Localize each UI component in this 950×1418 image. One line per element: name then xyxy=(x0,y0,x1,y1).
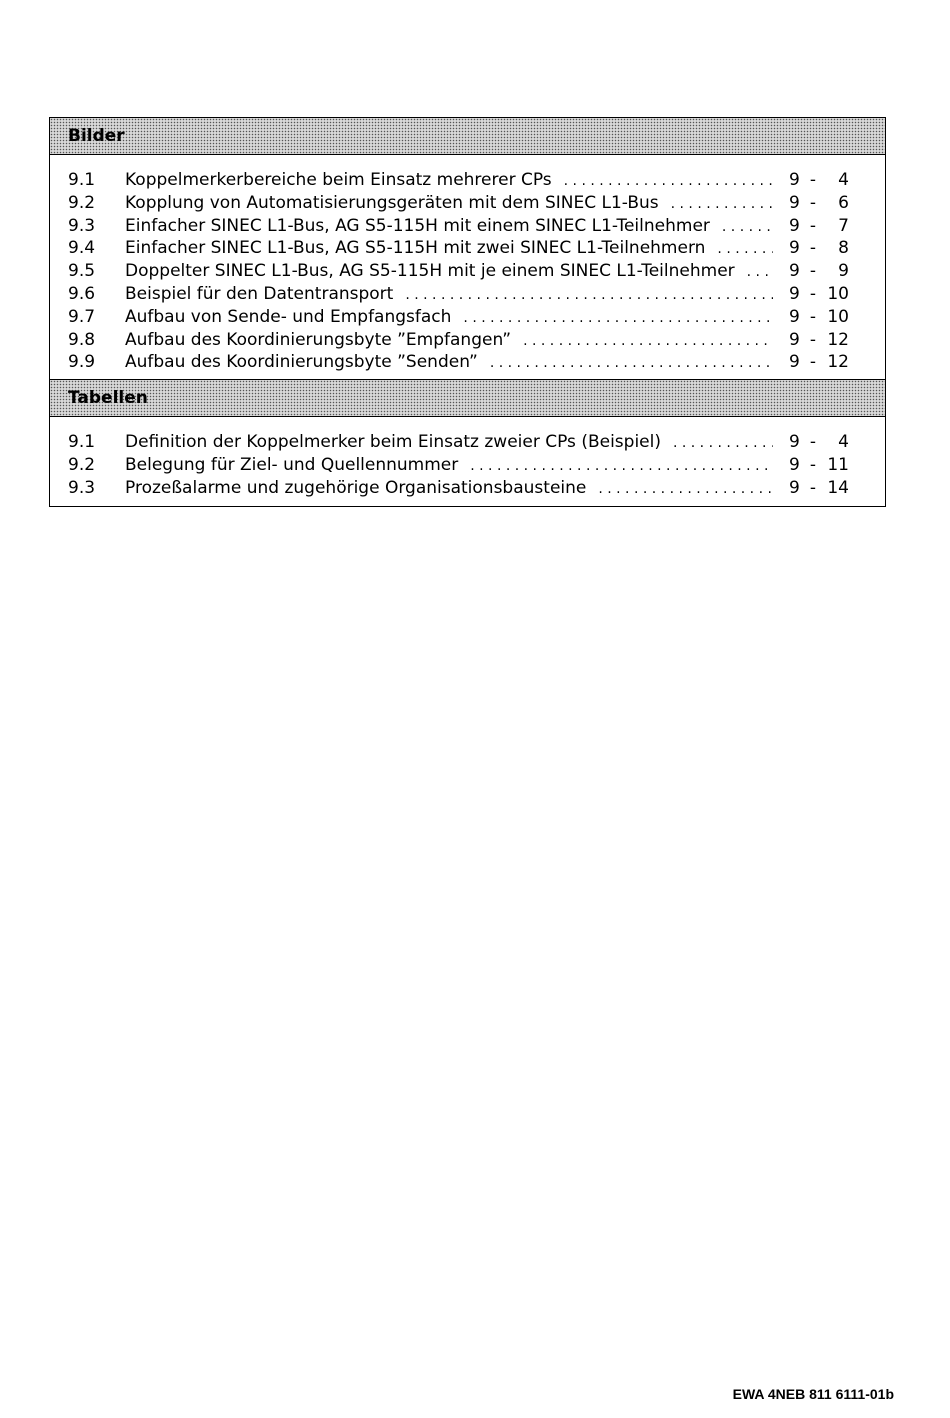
dot-leader xyxy=(673,432,773,455)
entry-title: Aufbau von Sende- und Empfangsfach xyxy=(125,306,452,327)
page-chapter: 9 xyxy=(789,261,800,282)
page-separator: - xyxy=(809,238,817,259)
page-reference xyxy=(789,431,849,454)
page-separator: - xyxy=(809,454,817,475)
entry-number: 9.1 xyxy=(68,170,96,190)
entry-number: 9.1 xyxy=(68,432,96,453)
page-reference xyxy=(789,215,849,238)
list-item[interactable] xyxy=(50,260,885,283)
entry-number: 9.2 xyxy=(68,192,96,213)
page-chapter: 9 xyxy=(789,215,800,236)
section-heading-tabellen: Tabellen xyxy=(50,380,885,417)
dot-leader xyxy=(747,261,773,284)
list-item[interactable] xyxy=(50,169,885,192)
page-reference xyxy=(789,192,849,215)
page-chapter: 9 xyxy=(789,306,800,327)
dot-leader xyxy=(490,352,773,375)
entry-title: Kopplung von Automatisierungsgeräten mit dem SINEC L1-Bus xyxy=(125,192,659,213)
page-number: 12 xyxy=(827,352,849,373)
page-reference xyxy=(789,454,849,477)
page-separator: - xyxy=(809,170,817,190)
page-separator: - xyxy=(809,261,817,282)
entry-title: Koppelmerkerbereiche beim Einsatz mehrerer CPs xyxy=(125,170,552,190)
entry-title: Einfacher SINEC L1-Bus, AG S5-115H mit zwei SINEC L1-Teilnehmern xyxy=(125,238,706,259)
figure-list xyxy=(50,155,885,380)
page-chapter: 9 xyxy=(789,192,800,213)
dot-leader xyxy=(671,193,773,216)
entry-title: Aufbau des Koordinierungsbyte ”Senden” xyxy=(125,352,478,373)
list-item[interactable] xyxy=(50,431,885,454)
page-number: 6 xyxy=(838,192,849,213)
dot-leader xyxy=(470,455,773,478)
section-heading-bilder: Bilder xyxy=(50,118,885,155)
list-item[interactable] xyxy=(50,192,885,215)
dot-leader xyxy=(523,330,773,353)
page-reference xyxy=(789,477,849,500)
page-number: 8 xyxy=(838,238,849,259)
page-number: 12 xyxy=(827,329,849,350)
page-separator: - xyxy=(809,432,817,453)
page-reference xyxy=(789,260,849,283)
page-reference xyxy=(789,283,849,306)
page-number: 4 xyxy=(838,432,849,453)
entry-title: Prozeßalarme und zugehörige Organisationsbausteine xyxy=(125,477,587,498)
entry-number: 9.4 xyxy=(68,238,96,259)
page-separator: - xyxy=(809,192,817,213)
entry-title: Definition der Koppelmerker beim Einsatz zweier CPs (Beispiel) xyxy=(125,432,661,453)
list-item[interactable] xyxy=(50,237,885,260)
table-of-contents xyxy=(49,117,886,507)
page-chapter: 9 xyxy=(789,170,800,190)
entry-number: 9.3 xyxy=(68,477,96,498)
page-separator: - xyxy=(809,283,817,304)
page-chapter: 9 xyxy=(789,352,800,373)
entry-number: 9.8 xyxy=(68,329,96,350)
page-chapter: 9 xyxy=(789,454,800,475)
page-reference xyxy=(789,237,849,260)
list-item[interactable] xyxy=(50,215,885,238)
page-chapter: 9 xyxy=(789,329,800,350)
page-chapter: 9 xyxy=(789,477,800,498)
entry-number: 9.2 xyxy=(68,454,96,475)
entry-number: 9.7 xyxy=(68,306,96,327)
page-number: 11 xyxy=(827,454,849,475)
list-item[interactable] xyxy=(50,454,885,477)
list-item[interactable] xyxy=(50,351,885,374)
list-item[interactable] xyxy=(50,477,885,500)
page-chapter: 9 xyxy=(789,238,800,259)
entry-number: 9.9 xyxy=(68,352,96,373)
page-reference xyxy=(789,351,849,374)
page-reference xyxy=(789,169,849,192)
page-separator: - xyxy=(809,306,817,327)
page-number: 14 xyxy=(827,477,849,498)
dot-leader xyxy=(564,170,773,193)
entry-title: Einfacher SINEC L1-Bus, AG S5-115H mit einem SINEC L1-Teilnehmer xyxy=(125,215,710,236)
page-chapter: 9 xyxy=(789,283,800,304)
page-number: 4 xyxy=(838,170,849,190)
page-separator: - xyxy=(809,352,817,373)
list-item[interactable] xyxy=(50,306,885,329)
entry-number: 9.6 xyxy=(68,283,96,304)
entry-title: Aufbau des Koordinierungsbyte ”Empfangen” xyxy=(125,329,512,350)
list-item[interactable] xyxy=(50,283,885,306)
entry-number: 9.5 xyxy=(68,261,96,282)
page-reference xyxy=(789,329,849,352)
page-number: 9 xyxy=(838,261,849,282)
dot-leader xyxy=(717,238,773,261)
page-separator: - xyxy=(809,477,817,498)
entry-title: Beispiel für den Datentransport xyxy=(125,283,394,304)
dot-leader xyxy=(405,284,773,307)
list-item[interactable] xyxy=(50,329,885,352)
dot-leader xyxy=(722,216,773,239)
page-separator: - xyxy=(809,329,817,350)
page-reference xyxy=(789,306,849,329)
table-list xyxy=(50,417,885,505)
document-code: EWA 4NEB 811 6111-01b xyxy=(732,1386,894,1402)
entry-number: 9.3 xyxy=(68,215,96,236)
page-separator: - xyxy=(809,215,817,236)
entry-title: Doppelter SINEC L1-Bus, AG S5-115H mit je einem SINEC L1-Teilnehmer xyxy=(125,261,735,282)
page-number: 7 xyxy=(838,215,849,236)
dot-leader xyxy=(463,307,773,330)
page-number: 10 xyxy=(827,283,849,304)
page-chapter: 9 xyxy=(789,432,800,453)
page-number: 10 xyxy=(827,306,849,327)
entry-title: Belegung für Ziel- und Quellennummer xyxy=(125,454,459,475)
dot-leader xyxy=(598,478,773,501)
